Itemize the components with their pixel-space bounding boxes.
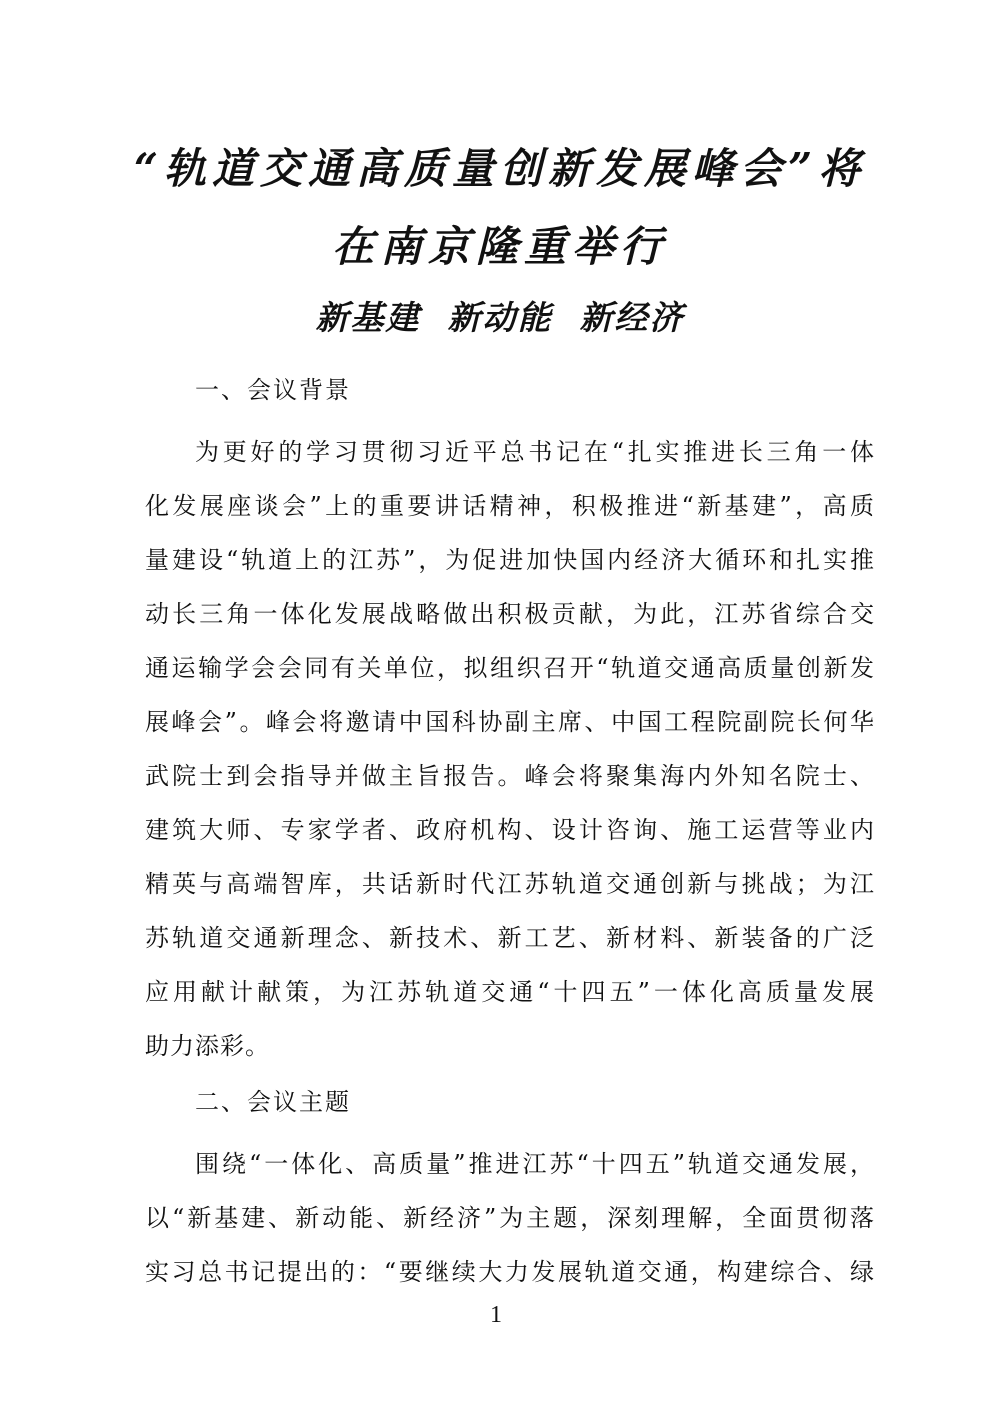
paragraph-line: 化发展座谈会”上的重要讲话精神，积极推进“新基建”，高质 — [145, 492, 875, 520]
paragraph-line: 苏轨道交通新理念、新技术、新工艺、新材料、新装备的广泛 — [145, 924, 875, 952]
document-subtitle: 新基建 新动能 新经济 — [315, 298, 685, 337]
title-line-2: 在南京隆重举行 — [331, 222, 668, 271]
paragraph-line: 助力添彩。 — [145, 1032, 270, 1060]
paragraph-line: 动长三角一体化发展战略做出积极贡献，为此，江苏省综合交 — [145, 600, 875, 628]
paragraph-line: 展峰会”。峰会将邀请中国科协副主席、中国工程院副院长何华 — [145, 708, 875, 736]
document-title — [120, 130, 880, 286]
paragraph-line: 通运输学会会同有关单位，拟组织召开“轨道交通高质量创新发 — [145, 654, 875, 682]
paragraph-line: 武院士到会指导并做主旨报告。峰会将聚集海内外知名院士、 — [145, 762, 875, 790]
paragraph-line: 量建设“轨道上的江苏”，为促进加快国内经济大循环和扎实推 — [145, 546, 875, 574]
paragraph-line: 围绕“一体化、高质量”推进江苏“十四五”轨道交通发展， — [195, 1150, 875, 1178]
paragraph-line: 应用献计献策，为江苏轨道交通“十四五”一体化高质量发展 — [145, 978, 875, 1006]
paragraph-line: 精英与高端智库，共话新时代江苏轨道交通创新与挑战；为江 — [145, 870, 875, 898]
page-number: 1 — [490, 1302, 502, 1328]
section-heading-theme: 二、会议主题 — [195, 1088, 351, 1116]
paragraph-line: 建筑大师、专家学者、政府机构、设计咨询、施工运营等业内 — [145, 816, 875, 844]
title-line-1: “轨道交通高质量创新发展峰会”将 — [133, 144, 867, 193]
section-heading-background: 一、会议背景 — [195, 376, 351, 404]
paragraph-line: 以“新基建、新动能、新经济”为主题，深刻理解，全面贯彻落 — [145, 1204, 875, 1232]
paragraph-line: 为更好的学习贯彻习近平总书记在“扎实推进长三角一体 — [195, 438, 875, 466]
paragraph-line: 实习总书记提出的：“要继续大力发展轨道交通，构建综合、绿 — [145, 1258, 875, 1286]
